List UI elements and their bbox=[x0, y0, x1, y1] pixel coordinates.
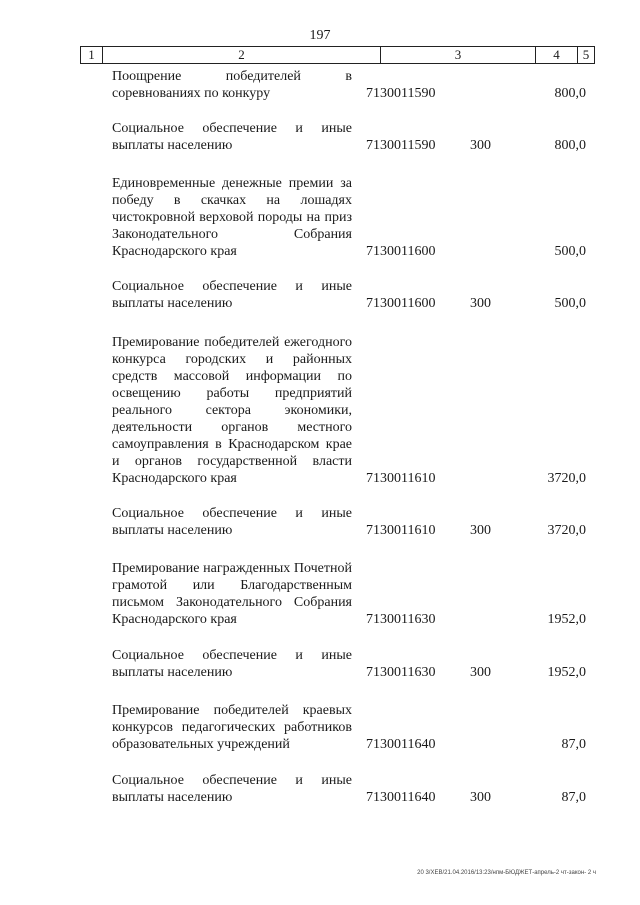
row-amount: 3720,0 bbox=[547, 523, 586, 538]
row-type: 300 bbox=[470, 790, 491, 805]
row-description: Единовременные денежные премии за победу в скачках на лошадях чистокровной верховой породы на приз Законодательного Собрания Краснодарского края bbox=[112, 176, 352, 259]
row-amount: 87,0 bbox=[561, 790, 586, 805]
row-amount: 500,0 bbox=[554, 296, 586, 311]
row-amount: 1952,0 bbox=[547, 665, 586, 680]
header-col-3: 3 bbox=[381, 47, 536, 63]
row-code: 7130011630 bbox=[366, 665, 436, 680]
table-header bbox=[80, 46, 595, 64]
row-description: Премирование победителей краевых конкурсов педагогических работников образовательных учреждений bbox=[112, 703, 352, 752]
row-code: 7130011600 bbox=[366, 296, 436, 311]
row-type: 300 bbox=[470, 665, 491, 680]
row-amount: 800,0 bbox=[554, 86, 586, 101]
row-code: 7130011610 bbox=[366, 471, 436, 486]
header-col-5: 5 bbox=[582, 47, 590, 62]
row-amount: 1952,0 bbox=[547, 612, 586, 627]
row-type: 300 bbox=[470, 296, 491, 311]
row-amount: 800,0 bbox=[554, 138, 586, 153]
row-description: Премирование награжденных Почетной грамотой или Благодарственным письмом Законодательного Собрания Краснодарского края bbox=[112, 561, 352, 627]
row-code: 7130011610 bbox=[366, 523, 436, 538]
row-description: Социальное обеспечение и иные выплаты населению bbox=[112, 506, 352, 538]
header-col-4: 4 bbox=[536, 47, 578, 63]
row-code: 7130011640 bbox=[366, 790, 436, 805]
row-description: Социальное обеспечение и иные выплаты населению bbox=[112, 773, 352, 805]
row-amount: 500,0 bbox=[554, 244, 586, 259]
row-code: 7130011590 bbox=[366, 138, 436, 153]
row-description: Социальное обеспечение и иные выплаты населению bbox=[112, 648, 352, 680]
row-code: 7130011600 bbox=[366, 244, 436, 259]
footer-note: 20 3/ХЕВ/21.04.2016/13:23/нпм-БЮДЖЕТ-апрель-2 чт-закон- 2 ч bbox=[417, 870, 596, 876]
header-col-1: 1 bbox=[81, 47, 103, 63]
row-description: Социальное обеспечение и иные выплаты населению bbox=[112, 121, 352, 153]
row-description: Поощрение победителей в соревнованиях по конкуру bbox=[112, 69, 352, 101]
row-code: 7130011630 bbox=[366, 612, 436, 627]
row-code: 7130011590 bbox=[366, 86, 436, 101]
header-col-2: 2 bbox=[103, 47, 381, 63]
row-code: 7130011640 bbox=[366, 737, 436, 752]
row-type: 300 bbox=[470, 523, 491, 538]
row-description: Социальное обеспечение и иные выплаты населению bbox=[112, 279, 352, 311]
page-number: 197 bbox=[309, 28, 331, 43]
row-amount: 3720,0 bbox=[547, 471, 586, 486]
row-type: 300 bbox=[470, 138, 491, 153]
row-amount: 87,0 bbox=[561, 737, 586, 752]
row-description: Премирование победителей ежегодного конкурса городских и районных средств массовой информации по освещению работы предприятий реального сектора экономики, деятельности органов местного самоуправления в Краснодарском крае и органов государственной власти Краснодарского края bbox=[112, 335, 352, 486]
